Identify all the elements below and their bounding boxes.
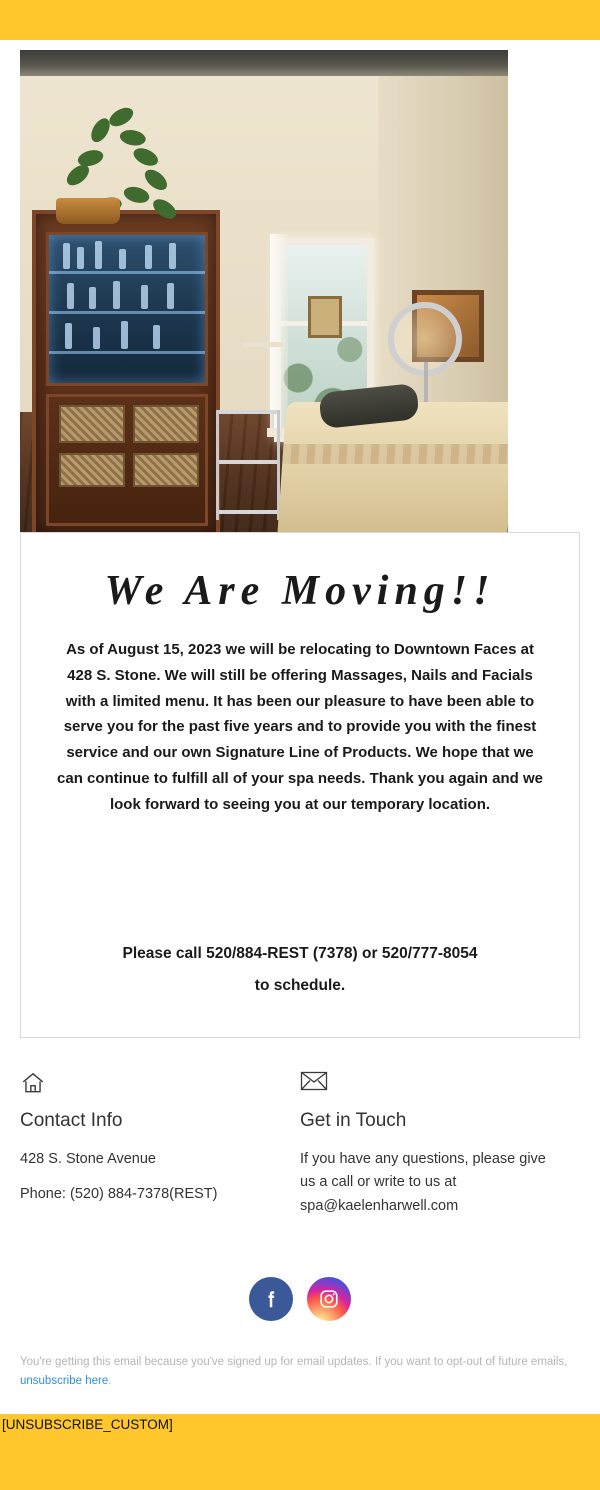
bed-blanket-band — [282, 444, 508, 464]
footer-columns — [0, 1038, 600, 1229]
small-wall-art — [308, 296, 342, 338]
announcement-body: As of August 15, 2023 we will be relocating to Downtown Faces at 428 S. Stone. We will still be offering Massages, Nails and Facials with a limited menu. It has been our pleasure to have been able to serve you for the past five years and to provide you with the finest service and our own Signature Line of Products. We hope that we can continue to fulfill all of your spa needs. Thank you again and we look forward to seeing you at our temporary location. — [57, 641, 543, 813]
get-in-touch-column — [300, 1070, 580, 1219]
apothecary-cabinet — [32, 210, 220, 532]
facebook-icon[interactable] — [249, 1277, 293, 1321]
rolling-cart — [216, 410, 280, 520]
room-ceiling — [20, 50, 508, 76]
contact-address: 428 S. Stone Avenue — [20, 1150, 156, 1167]
wall-shelf — [242, 342, 282, 347]
social-links — [0, 1229, 600, 1347]
get-in-touch-title: Get in Touch — [300, 1109, 407, 1131]
spa-room-photo — [20, 50, 508, 532]
contact-info-title: Contact Info — [20, 1109, 123, 1131]
hero-section — [0, 40, 600, 532]
cabinet-glass-case — [46, 232, 208, 386]
home-icon — [20, 1070, 282, 1104]
window-curtain — [270, 234, 288, 430]
unsubscribe-token: [UNSUBSCRIBE_CUSTOM] — [2, 1417, 173, 1432]
plant-pot — [56, 198, 120, 224]
get-in-touch-text: If you have any questions, please give us a call or write to us at spa@kaelenharwell.com — [300, 1150, 546, 1214]
disclaimer-text: You're getting this email because you've signed up for email updates. If you want to opt-out of future emails, — [20, 1355, 568, 1368]
envelope-icon — [300, 1070, 562, 1104]
card-spacer — [45, 818, 555, 938]
call-to-action-line-1: Please call 520/884-REST (7378) or 520/777-8054 — [122, 944, 478, 962]
contact-phone: Phone: (520) 884-7378(REST) — [20, 1186, 218, 1203]
announcement-card — [20, 532, 580, 1038]
contact-info-column — [20, 1070, 300, 1219]
page-title: We Are Moving!! — [104, 568, 496, 614]
instagram-icon[interactable] — [307, 1277, 351, 1321]
email-body — [0, 40, 600, 1414]
email-disclaimer — [0, 1347, 600, 1414]
disclaimer-suffix: . — [108, 1375, 112, 1388]
cabinet-drawers — [46, 394, 208, 526]
call-to-action-line-2: to schedule. — [254, 977, 346, 995]
unsubscribe-link[interactable]: unsubscribe here — [20, 1375, 109, 1388]
